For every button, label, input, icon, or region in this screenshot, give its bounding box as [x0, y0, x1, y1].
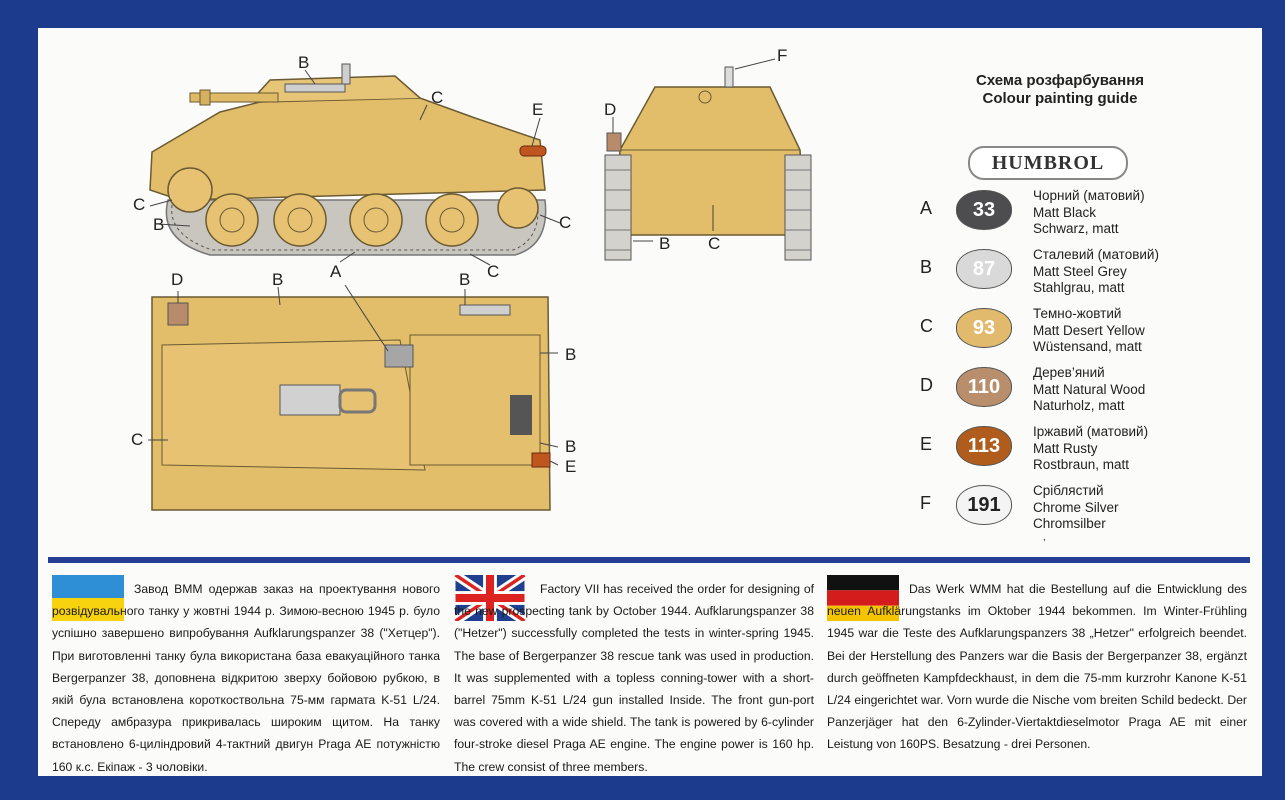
paint-swatch: 33 [956, 190, 1012, 230]
legend-letter: B [920, 257, 933, 277]
callout-side-c-bottom: C [487, 262, 500, 281]
paint-names [1033, 188, 1145, 238]
legend-letter: E [920, 434, 933, 454]
paint-names [1033, 424, 1148, 474]
humbrol-logo: HUMBROL [968, 146, 1128, 180]
paint-names [1033, 483, 1119, 533]
description-english-text: Factory VII has received the order for designing of the new prospecting tank by October 1944. Aufklarungspanzer 38 ("Hetzer") successfully completed the tests in winter-spring 1945. The base of Bergerpanzer 38 rescue tank was used in production. It was supplemented with a topless conning-tower with a short-barrel 75mm K-51 L/24 gun installed Inside. The front gun-port was covered with a wide shield. The tank is powered by 6-cylinder four-stroke diesel Praga AE engine. The engine power is 160 hp. The crew consist of three members. [454, 582, 814, 774]
callout-top-b-right: B [459, 270, 471, 289]
paint-swatch: 110 [956, 367, 1012, 407]
paint-name-en: Chrome Silver [1033, 499, 1119, 515]
legend-row-e [920, 424, 1250, 480]
paint-name-de: Stahlgrau, matt [1033, 280, 1125, 295]
legend-letter: C [920, 316, 933, 336]
legend-letter: A [920, 198, 933, 218]
paint-swatch: 191 [956, 485, 1012, 525]
callout-top-b-left: B [272, 270, 284, 289]
paint-names [1033, 365, 1145, 415]
callout-top-c: C [131, 430, 144, 449]
top-view-drawing [140, 285, 590, 520]
description-ukrainian-text: Завод ВММ одержав заказ на проектування нового розвідувального танку у жовтні 1944 р. Зимою-весною 1945 р. було успішно завершено випробування Aufklarungspanzer 38 ("Хетцер"). При виготовленні танку була використана база евакуаційного танка Bergerpanzer 38, доповнена відкритою зверху бойовою рубкою, в якій була встановлена короткоствольна 75-мм гармата K-51 L/24. Спереду амбразура прикривалась широким щитом. На танку встановлено 6-циліндровий 4-тактний двигун Praga AE потужністю 160 к.с. Екіпаж - 3 чоловіки. [52, 582, 440, 774]
paint-name-en: Matt Black [1033, 204, 1097, 220]
callout-side-b-top: B [298, 53, 310, 72]
callout-front-b: B [659, 234, 671, 253]
paint-name-de: Naturholz, matt [1033, 398, 1125, 413]
guide-title-ua: Схема розфарбування [975, 72, 1145, 89]
legend-row-f [920, 483, 1250, 539]
callout-side-c-left: C [133, 195, 146, 214]
paint-name-de: Rostbraun, matt [1033, 457, 1130, 472]
paint-name-ua: Чорний (матовий) [1033, 188, 1145, 203]
callout-front-c: C [708, 234, 721, 253]
callout-front-d: D [604, 100, 617, 119]
paint-name-de: Wüstensand, matt [1033, 339, 1142, 354]
callout-side-c-right: C [559, 213, 572, 232]
paint-name-ua: Сталевий (матовий) [1033, 247, 1159, 262]
description-german [827, 578, 1247, 756]
callout-top-b-rear: B [565, 437, 577, 456]
section-divider [48, 557, 1250, 563]
paint-name-en: Matt Rusty [1033, 440, 1098, 456]
paint-name-en: Matt Natural Wood [1033, 381, 1146, 397]
callout-top-e: E [565, 457, 577, 476]
callout-top-b-side: B [565, 345, 577, 364]
callout-side-b-left: B [153, 215, 165, 234]
paint-name-de: Chromsilber [1033, 516, 1106, 531]
paint-swatch: 87 [956, 249, 1012, 289]
guide-title-en: Colour painting guide [982, 90, 1138, 107]
legend-row-b [920, 247, 1250, 303]
callout-side-c-hull: C [431, 88, 444, 107]
paint-name-ua: Дерев’яний [1033, 365, 1105, 380]
description-ukrainian [52, 578, 440, 778]
paint-name-de: Schwarz, matt [1033, 221, 1119, 236]
paint-names [1033, 306, 1145, 356]
paint-name-ua: Іржавий (матовий) [1033, 424, 1149, 439]
legend-row-a [920, 188, 1250, 244]
callout-side-a: A [330, 262, 342, 281]
paint-swatch: 93 [956, 308, 1012, 348]
legend-dots: , [1043, 532, 1046, 543]
paint-name-en: Matt Steel Grey [1033, 263, 1127, 279]
callout-front-f: F [777, 46, 788, 65]
description-english [454, 578, 814, 778]
callout-top-d: D [171, 270, 184, 289]
paint-names [1033, 247, 1159, 297]
paint-swatch: 113 [956, 426, 1012, 466]
callout-side-e: E [532, 100, 544, 119]
side-view-drawing [120, 40, 590, 290]
paint-name-ua: Темно-жовтий [1033, 306, 1122, 321]
paint-name-en: Matt Desert Yellow [1033, 322, 1145, 338]
legend-letter: D [920, 375, 933, 395]
legend-row-d [920, 365, 1250, 421]
legend-letter: F [920, 493, 931, 513]
paint-name-ua: Сріблястий [1033, 483, 1104, 498]
legend-row-c [920, 306, 1250, 362]
description-german-text: Das Werk WMM hat die Bestellung auf die Entwicklung des neuen Aufklärungstanks im Oktober 1944 bekommen. Im Winter-Frühling 1945 war die Teste des Aufklarungspanzers 38 „Hetzer" erfolgreich beendet. Bei der Herstellung des Panzers war die Basis der Bergerpanzer 38, ergänzt durch geöffneten Kampfdeckhaust, in dem die 75-mm kurzrohr Kanone K-51 L/24 eingerichtet war. Vorn wurde die Nische vom breiten Schild bedeckt. Der Panzerjäger hat den 6-Zylinder-Viertaktdieselmotor Praga AE mit einer Leistung von 160PS. Besatzung - drei Personen. [827, 582, 1247, 752]
